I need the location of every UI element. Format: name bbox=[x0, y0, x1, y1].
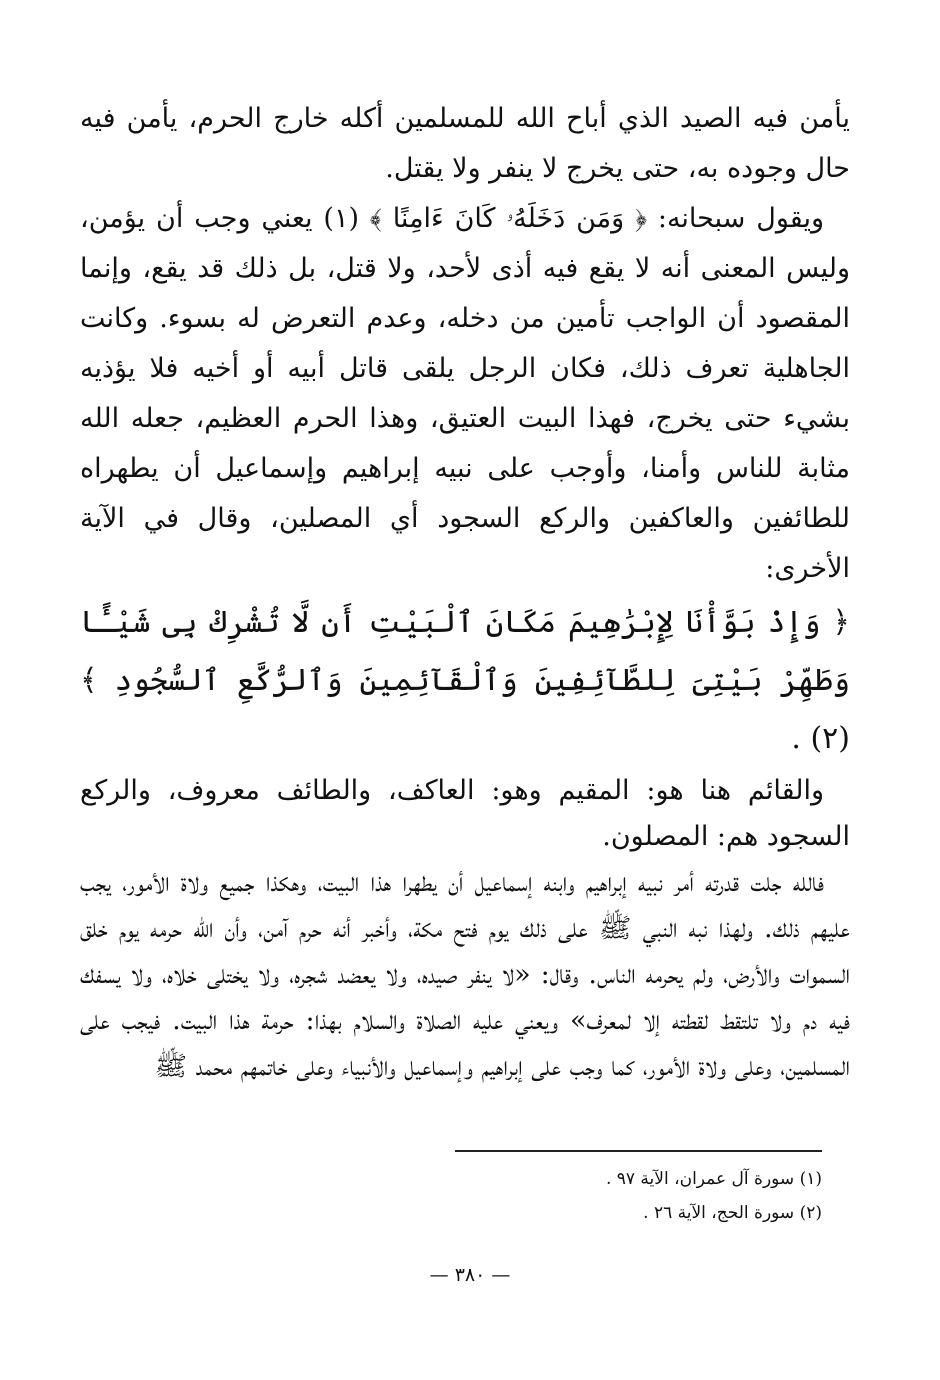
paragraph-4: فالله جلت قدرته أمر نبيه إبراهيم وابنه إسماعيل أن يطهرا هذا البيت، وهكذا جميع ولاة الأمور، يجب عليهم ذلك. ولهذا نبه النبي ﷺ على ذلك يوم فتح مكة، وأخبر أنه حرم آمن، وأن الله حرمه يوم خلق السموات والأرض، ولم يحرمه الناس. وقال: «لا ينفر صيده، ولا يعضد شجره، ولا يختلى خلاه، ولا يسفك فيه دم ولا تلتقط لقطته إلا لمعرف» ويعني عليه الصلاة والسلام بهذا: حرمة هذا البيت. فيجب على المسلمين، وعلى ولاة الأمور، كما وجب على إبراهيم وإسماعيل والأنبياء وعلى خاتمهم محمد ﷺ bbox=[80, 867, 850, 1082]
footnote-1: (١) سورة آل عمران، الآية ٩٧ . bbox=[605, 1169, 822, 1189]
main-text bbox=[80, 94, 850, 1090]
page-number: — ٣٨٠ — bbox=[429, 1264, 511, 1286]
paragraph-1: يأمن فيه الصيد الذي أباح الله للمسلمين أكله خارج الحرم، يأمن فيه حال وجوده به، حتى يخرج لا ينفر ولا يقتل. bbox=[80, 103, 850, 184]
paragraph-3: والقائم هنا هو: المقيم وهو: العاكف، والطائف معروف، والركع السجود هم: المصلون. bbox=[80, 775, 850, 852]
quran-verse: ﴿ وَإِذْ بَوَّأْنَا لِإِبْرَٰهِيمَ مَكَانَ ٱلْبَيْتِ أَن لَّا تُشْرِكْ بِى شَيْـًٔا وَطَهِّرْ بَيْتِىَ لِلطَّآئِفِينَ وَٱلْقَآئِمِينَ وَٱلرُّكَّعِ ٱلسُّجُودِ ﴾ (٢) . bbox=[80, 605, 850, 756]
footnote-divider bbox=[455, 1150, 822, 1152]
paragraph-2: ويقول سبحانه: ﴿ وَمَن دَخَلَهُۥ كَانَ ءَامِنًا ﴾ (١) يعني وجب أن يؤمن، وليس المعنى أنه لا يقع فيه أذى لأحد، ولا قتل، بل ذلك قد يقع، وإنما المقصود أن الواجب تأمين من دخله، وعدم التعرض له بسوء. وكانت الجاهلية تعرف ذلك، فكان الرجل يلقى قاتل أبيه أو أخيه فلا يؤذيه بشيء حتى يخرج، فهذا البيت العتيق، وهذا الحرم العظيم، جعله الله مثابة للناس وأمنا، وأوجب على نبيه إبراهيم وإسماعيل أن يطهراه للطائفين والعاكفين والركع السجود أي المصلين، وقال في الآية الأخرى: bbox=[80, 203, 850, 584]
footnote-2: (٢) سورة الحج، الآية ٢٦ . bbox=[643, 1203, 822, 1223]
footnotes bbox=[455, 1162, 822, 1230]
